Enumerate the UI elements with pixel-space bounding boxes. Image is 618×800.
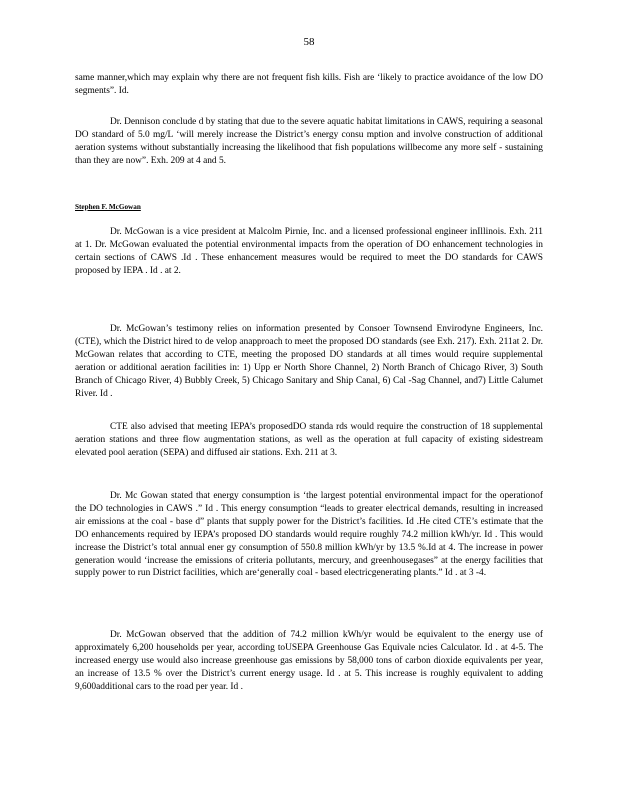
paragraph-text: Dr. McGowan is a vice president at Malcolm Pirnie, Inc. and a licensed professional engineer inIllinois. Exh. 211 at 1. Dr. McGowan evaluated the potential environmental impacts from the operation of DO enhancement technologies in certain sections of CAWS .Id . These enhancement measures would be required to meet the DO standards for CAWS proposed by IEPA . Id . at 2. [75, 227, 543, 276]
paragraph-equivalence [75, 629, 543, 706]
paragraph-mcgowan-intro [75, 226, 543, 290]
section-heading-block [75, 201, 543, 222]
paragraph-cte [75, 421, 543, 472]
paragraph-dennison-1 [75, 72, 543, 110]
paragraph-text: same manner,which may explain why there are not frequent fish kills. Fish are ‘likely to practice avoidance of the low DO segments”. Id. [75, 73, 543, 96]
paragraph-mcgowan-testimony [75, 323, 543, 413]
paragraph-energy [75, 490, 543, 593]
paragraph-text: CTE also advised that meeting IEPA’s proposedDO standa rds would require the construction of 18 supplemental aeration stations and three flow augmentation stations, as well as the operation at full capacity of existing sidestream elevated pool aeration (SEPA) and diffused air stations. Exh. 211 at 3. [75, 422, 543, 458]
paragraph-dennison-2 [75, 116, 543, 180]
paragraph-text: Dr. McGowan observed that the addition of 74.2 million kWh/yr would be equivalent to the energy use of approximately 6,200 households per year, according toUSEPA Greenhouse Gas Equivale ncies Calculator. Id . at 4-5. The increased energy use would also increase greenhouse gas emissions by 58,000 tons of carbon dioxide equivalents per year, an increase of 13.5 % over the District’s current energy usage. Id . at 5. This increase is roughly equivalent to adding 9,600additional cars to the road per year. Id . [75, 630, 543, 692]
paragraph-text: Dr. Dennison conclude d by stating that due to the severe aquatic habitat limitations in CAWS, requiring a seasonal DO standard of 5.0 mg/L ‘will merely increase the District’s energy consu mption and involve construction of additional aeration systems without substantially increasing the likelihood that fish populations willbecome any more self - sustaining than they are now”. Exh. 209 at 4 and 5. [75, 117, 543, 166]
paragraph-text: Dr. McGowan’s testimony relies on information presented by Consoer Townsend Envirodyne Engineers, Inc. (CTE), which the District hired to de velop anapproach to meet the proposed DO standards (see Exh. 217). Exh. 211at 2. Dr. McGowan relates that according to CTE, meeting the proposed DO standards at all times would require supplemental aeration or additional aeration facilities in: 1) Upp er North Shore Channel, 2) North Branch of Chicago River, 3) South Branch of Chicago River, 4) Bubbly Creek, 5) Chicago Sanitary and Ship Canal, 6) Cal -Sag Channel, and7) Little Calumet River. Id . [75, 324, 543, 399]
section-heading: Stephen F. McGowan [75, 203, 141, 211]
page-number: 58 [303, 36, 315, 48]
paragraph-text: Dr. Mc Gowan stated that energy consumption is ‘the largest potential environmental impact for the operationof the DO technologies in CAWS .” Id . This energy consumption “leads to greater electrical demands, resulting in increased air emissions at the coal - base d” plants that supply power for the District’s facilities. Id .He cited CTE’s estimate that the DO enhancements required by IEPA’s proposed DO standards would require roughly 74.2 million kWh/yr. Id . This would increase the District’s total annual ener gy consumption of 550.8 million kWh/yr by 13.5 %.Id at 4. The increase in power generation would ‘increase the emissions of criteria pollutants, mercury, and greenhousegases” at the energy facilities that supply power to run District facilities, which are‘generally coal - based electricgenerating plants.” Id . at 3 -4. [75, 491, 543, 579]
